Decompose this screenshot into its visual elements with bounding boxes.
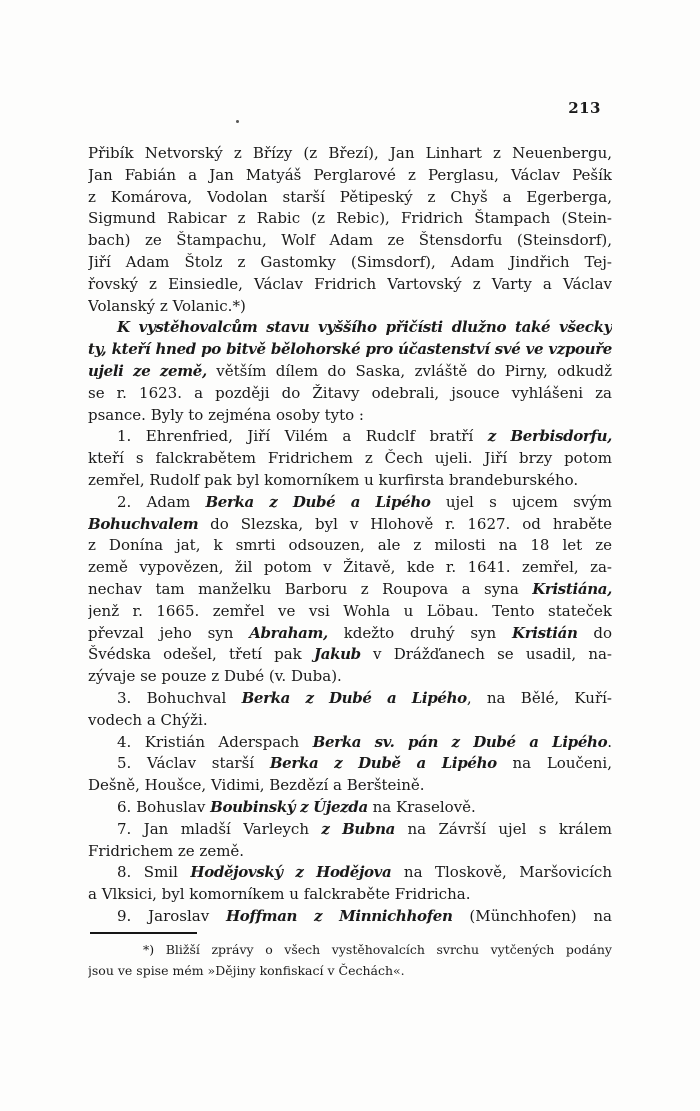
page-number: 213 <box>568 99 601 117</box>
text-line <box>88 797 612 819</box>
text-line <box>88 557 612 579</box>
text-line <box>88 208 612 230</box>
text-run: *) Bližší zprávy o všech vystěhovalcích svrchu vytčených podány <box>143 941 612 957</box>
text-line <box>88 601 612 623</box>
text-run: na Loučeni, <box>496 754 612 773</box>
text-line <box>88 143 612 165</box>
text-line <box>88 841 612 863</box>
emphasized-text-run: ujeli ze země, <box>88 361 207 380</box>
text-run: psance. Byly to zejména osoby tyto : <box>88 405 364 424</box>
text-run: na Tloskově, Maršovicích <box>391 863 612 882</box>
text-run: vodech a Chýži. <box>88 710 208 729</box>
text-run: 8. Smil <box>117 863 191 882</box>
text-line <box>88 361 612 383</box>
text-line <box>88 644 612 666</box>
text-run: 2. Adam <box>117 492 206 511</box>
text-run: ujel s ujcem svým <box>430 492 612 511</box>
text-line <box>88 884 612 906</box>
text-line <box>88 339 612 361</box>
text-run: z Donína jat, k smrti odsouzen, ale z milosti na 18 let ze <box>88 536 612 555</box>
footnote-lines <box>88 939 612 981</box>
text-run: jsou ve spise mém »Dějiny konfiskací v Čechách«. <box>88 962 405 978</box>
emphasized-text-run: Hodějovský z Hodějova <box>190 863 392 882</box>
text-line <box>88 405 612 427</box>
emphasized-text-run: Hoffman z Minnichhofen <box>225 906 453 925</box>
text-run: 6. Bohuslav <box>117 797 211 816</box>
emphasized-text-run: Kristiána, <box>532 579 612 598</box>
emphasized-text-run: Jakub <box>313 645 361 664</box>
text-line <box>88 426 612 448</box>
text-run: 3. Bohuchval <box>117 688 242 707</box>
text-run: z Komárova, Vodolan starší Pětipeský z Chyš a Egerberga, <box>88 187 612 206</box>
text-run: bach) ze Štampachu, Wolf Adam ze Štensdorfu (Steinsdorf), <box>88 231 612 250</box>
text-run: (Münchhofen) na <box>452 906 612 925</box>
text-run: v Drážďanech se usadil, na- <box>360 645 612 664</box>
text-run: kdežto druhý syn <box>327 623 513 642</box>
text-line <box>88 688 612 710</box>
text-line <box>88 579 612 601</box>
text-run: Švédska odešel, třetí pak <box>88 645 314 664</box>
text-run: , na Bělé, Kuří- <box>466 688 612 707</box>
text-line <box>88 775 612 797</box>
text-line <box>88 274 612 296</box>
text-line <box>88 470 612 492</box>
text-run: se r. 1623. a později do Žitavy odebrali, jsouce vyhlášeni za <box>88 383 612 402</box>
text-line <box>88 514 612 536</box>
text-run: zemřel, Rudolf pak byl komorníkem u kurfirsta brandeburského. <box>88 470 579 489</box>
scan-speck <box>236 120 239 123</box>
text-line <box>88 252 612 274</box>
emphasized-text-run: Kristián <box>512 623 578 642</box>
text-run: kteří s falckrabětem Fridrichem z Čech ujeli. Jiří brzy potom <box>88 449 612 468</box>
text-run: Volanský z Volanic.*) <box>88 296 246 315</box>
footnote-block <box>88 939 612 981</box>
text-run: zývaje se pouze z Dubé (v. Duba). <box>88 667 342 686</box>
text-run: na Kraselově. <box>367 797 476 816</box>
footnote-rule <box>90 932 197 934</box>
text-run: nechav tam manželku Barboru z Roupova a syna <box>88 579 533 598</box>
text-line <box>88 753 612 775</box>
text-line <box>88 906 612 928</box>
text-run: 7. Jan mladší Varleych <box>117 819 322 838</box>
text-run: 1. Ehrenfried, Jiří Vilém a Rudclf bratří <box>117 427 488 446</box>
text-run: Jan Fabián a Jan Matyáš Perglarové z Perglasu, Václav Pešík <box>88 165 612 184</box>
emphasized-text-run: Abraham, <box>249 623 328 642</box>
text-run: řovský z Einsiedle, Václav Fridrich Vartovský z Varty a Václav <box>88 274 612 293</box>
text-run: Fridrichem ze země. <box>88 841 245 860</box>
text-line <box>88 939 612 960</box>
text-line <box>88 492 612 514</box>
text-run: do <box>577 623 612 642</box>
main-text-lines <box>88 143 612 928</box>
emphasized-text-run: Boubinský z Újezda <box>210 797 368 816</box>
text-line <box>88 296 612 318</box>
emphasized-text-run: z Berbisdorfu, <box>487 427 612 446</box>
text-run: Přibík Netvorský z Břízy (z Březí), Jan Linhart z Neuenbergu, <box>88 144 612 162</box>
text-line <box>88 187 612 209</box>
emphasized-text-run: Berka z Dubé a Lipého <box>205 492 431 511</box>
text-run: 5. Václav starší <box>117 754 270 773</box>
text-run: země vypovězen, žil potom v Žitavě, kde r. 1641. zemřel, za- <box>88 558 612 577</box>
text-line <box>88 535 612 557</box>
text-line <box>88 732 612 754</box>
text-run: Sigmund Rabicar z Rabic (z Rebic), Fridrich Štampach (Stein- <box>88 209 612 228</box>
text-run: a Vlksici, byl komorníkem u falckraběte Fridricha. <box>88 885 471 904</box>
emphasized-text-run: z Bubna <box>321 819 396 838</box>
text-line <box>88 666 612 688</box>
text-line <box>88 230 612 252</box>
text-run: jenž r. 1665. zemřel ve vsi Wohla u Löbau. Tento stateček <box>88 601 612 620</box>
text-run: do Slezska, byl v Hlohově r. 1627. od hraběte <box>198 514 612 533</box>
text-line <box>88 819 612 841</box>
text-run: na Závrší ujel s králem <box>395 819 612 838</box>
text-line <box>88 960 612 981</box>
text-run: Dešně, Houšce, Vidimi, Bezdězí a Beršteině. <box>88 776 425 795</box>
text-run: větším dílem do Saska, zvláště do Pirny, odkudž <box>206 361 612 380</box>
text-run: převzal jeho syn <box>88 623 250 642</box>
text-run: Jiří Adam Štolz z Gastomky (Simsdorf), Adam Jindřich Tej- <box>88 252 612 271</box>
text-line <box>88 383 612 405</box>
text-line <box>88 317 612 339</box>
main-text-block <box>88 143 612 981</box>
emphasized-text-run: Berka z Dubé a Lipého <box>241 688 467 707</box>
text-line <box>88 862 612 884</box>
emphasized-text-run: Berka sv. pán z Dubé a Lipého <box>312 732 608 751</box>
emphasized-text-run: K vystěhovalcům stavu vyššího přičísti dlužno také všecky <box>117 318 612 337</box>
emphasized-text-run: Berka z Dubě a Lipého <box>269 754 497 773</box>
emphasized-text-run: ty, kteří hned po bitvě bělohorské pro účastenství své ve vzpouře <box>88 340 612 359</box>
text-line <box>88 165 612 187</box>
text-run: . <box>607 732 612 751</box>
text-line <box>88 448 612 470</box>
text-run: 4. Kristián Aderspach <box>117 732 313 751</box>
text-line <box>88 623 612 645</box>
emphasized-text-run: Bohuchvalem <box>88 514 199 533</box>
text-run: 9. Jaroslav <box>117 906 226 925</box>
text-line <box>88 710 612 732</box>
